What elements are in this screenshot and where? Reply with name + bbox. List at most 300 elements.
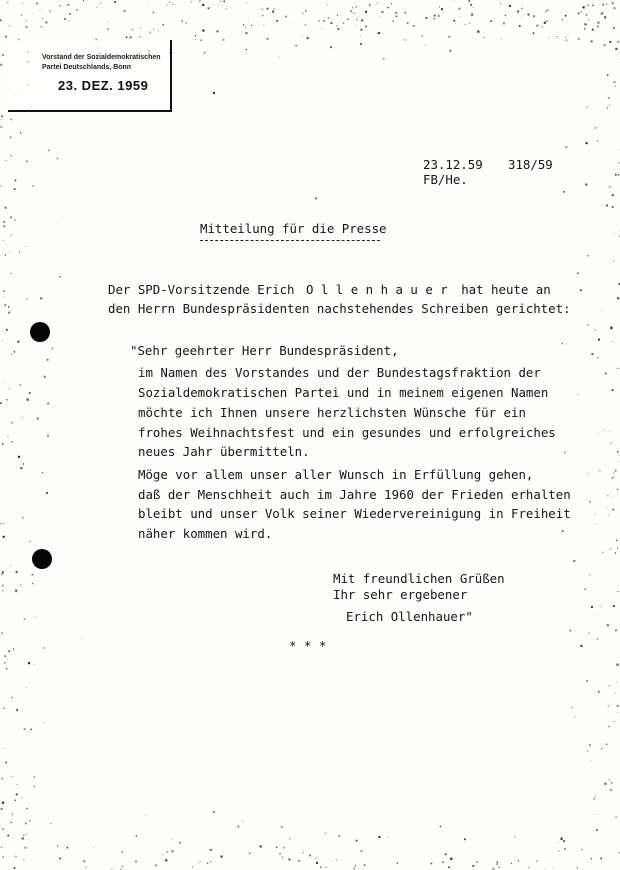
scan-speck: [395, 12, 397, 14]
scan-speck: [202, 29, 204, 31]
scan-speck: [303, 13, 304, 14]
scan-speck: [607, 507, 608, 508]
scan-speck: [388, 7, 389, 8]
page-title: Mitteilung für die Presse: [200, 221, 387, 236]
scan-speck: [195, 39, 196, 40]
scan-speck: [69, 13, 71, 15]
scan-speck: [536, 861, 538, 863]
scan-speck: [434, 18, 435, 19]
intro-suffix: hat heute an: [461, 282, 551, 297]
scan-speck: [490, 21, 492, 23]
scan-speck: [4, 226, 6, 228]
scan-speck: [338, 28, 340, 30]
scan-speck: [580, 645, 582, 647]
scan-speck: [171, 850, 173, 852]
scan-speck: [221, 856, 223, 858]
scan-speck: [2, 443, 3, 444]
scan-speck: [566, 39, 568, 41]
scan-speck: [591, 858, 592, 859]
scan-speck: [3, 290, 5, 292]
scan-speck: [595, 814, 596, 815]
scan-speck: [50, 11, 52, 13]
punch-hole-bottom: [32, 549, 52, 569]
scan-speck: [47, 403, 49, 405]
scan-speck: [383, 58, 385, 60]
scan-speck: [404, 39, 405, 40]
scan-speck: [519, 25, 521, 27]
scan-speck: [185, 22, 187, 24]
scan-speck: [545, 11, 547, 13]
scan-speck: [615, 174, 617, 176]
scan-speck: [21, 14, 23, 16]
scan-speck: [29, 731, 30, 732]
scan-speck: [592, 29, 594, 31]
scan-speck: [541, 26, 542, 27]
scan-speck: [5, 254, 6, 255]
scan-speck: [618, 174, 620, 176]
scan-speck: [615, 816, 617, 818]
scan-speck: [565, 15, 567, 17]
scan-speck: [352, 7, 353, 8]
scan-speck: [591, 353, 593, 355]
scan-speck: [586, 142, 588, 144]
scan-speck: [320, 866, 321, 867]
scan-speck: [57, 846, 58, 847]
scan-speck: [8, 306, 9, 307]
scan-speck: [85, 867, 86, 868]
scan-speck: [426, 17, 428, 19]
scan-speck: [586, 680, 588, 682]
scan-speck: [29, 392, 31, 394]
scan-speck: [617, 41, 619, 43]
scan-speck: [316, 858, 317, 859]
scan-speck: [122, 866, 124, 868]
scan-speck: [544, 22, 546, 24]
scan-speck: [47, 359, 49, 361]
letter-p1-line3: möchte ich Ihnen unsere herzlichsten Wünsche für ein: [138, 405, 526, 420]
scan-speck: [32, 574, 34, 576]
scan-speck: [28, 662, 30, 664]
scan-speck: [396, 16, 397, 17]
scan-speck: [616, 540, 617, 541]
scan-speck: [440, 826, 441, 827]
scan-speck: [615, 470, 617, 472]
scan-speck: [5, 824, 6, 825]
scan-speck: [360, 29, 362, 31]
scan-speck: [609, 186, 610, 187]
title-underline: [200, 240, 380, 241]
scan-speck: [597, 638, 599, 640]
scan-speck: [20, 584, 21, 585]
scan-speck: [458, 16, 459, 17]
scan-speck: [41, 26, 43, 28]
scan-speck: [273, 8, 274, 9]
scan-speck: [46, 492, 48, 494]
scan-speck: [615, 86, 616, 87]
scan-speck: [606, 4, 607, 5]
scan-speck: [517, 11, 519, 13]
scan-speck: [1, 826, 2, 827]
scan-speck: [1, 116, 3, 118]
scan-speck: [593, 798, 595, 800]
scan-speck: [42, 18, 43, 19]
scan-speck: [140, 28, 141, 29]
scan-speck: [14, 867, 16, 869]
scan-speck: [471, 14, 473, 16]
scan-speck: [589, 501, 591, 503]
scan-speck: [15, 590, 17, 592]
scan-speck: [564, 452, 565, 453]
scan-speck: [536, 25, 538, 27]
scan-speck: [323, 20, 325, 22]
scan-speck: [453, 20, 455, 22]
scan-speck: [195, 35, 197, 37]
scan-speck: [11, 697, 12, 698]
scan-speck: [603, 4, 605, 6]
scan-speck: [364, 864, 366, 866]
scan-speck: [26, 26, 28, 28]
scan-speck: [17, 341, 19, 343]
scan-speck: [505, 15, 506, 16]
scan-speck: [322, 28, 323, 29]
scan-speck: [577, 867, 578, 868]
scan-speck: [34, 664, 35, 665]
scan-speck: [509, 5, 511, 7]
scan-speck: [476, 861, 478, 863]
scan-speck: [94, 847, 95, 848]
scan-speck: [587, 107, 588, 108]
scan-speck: [245, 32, 247, 34]
scan-speck: [11, 422, 13, 424]
scan-speck: [11, 441, 12, 442]
scan-speck: [299, 861, 300, 862]
scan-speck: [213, 5, 214, 6]
scan-speck: [179, 842, 180, 843]
scan-speck: [356, 6, 358, 8]
scan-speck: [58, 222, 59, 223]
scan-speck: [613, 261, 614, 262]
scan-speck: [0, 402, 2, 404]
scan-speck: [600, 858, 602, 860]
scan-speck: [5, 762, 7, 764]
scan-speck: [213, 811, 215, 813]
scan-speck: [27, 399, 29, 401]
scan-speck: [439, 6, 440, 7]
scan-speck: [472, 865, 474, 867]
scan-speck: [563, 840, 565, 842]
scan-speck: [25, 822, 27, 824]
scan-speck: [4, 297, 5, 298]
scan-speck: [584, 588, 586, 590]
scan-speck: [564, 848, 566, 850]
scan-speck: [202, 4, 204, 6]
scan-speck: [298, 860, 300, 862]
scan-speck: [614, 721, 615, 722]
scan-speck: [615, 629, 617, 631]
scan-speck: [581, 11, 583, 13]
scan-speck: [608, 705, 609, 706]
header-initials: FB/He.: [423, 172, 468, 187]
scan-speck: [533, 15, 535, 17]
scan-speck: [10, 137, 12, 139]
letter-p1-line5: neues Jahr übermitteln.: [138, 444, 310, 459]
scan-speck: [12, 814, 13, 815]
scan-speck: [11, 252, 12, 253]
scan-speck: [25, 847, 27, 849]
scan-speck: [595, 127, 597, 129]
scan-speck: [59, 858, 61, 860]
intro-line1: [108, 284, 551, 296]
scan-speck: [243, 24, 244, 25]
scan-speck: [24, 619, 25, 620]
scan-speck: [57, 158, 58, 159]
scan-speck: [217, 30, 219, 32]
scan-speck: [226, 8, 227, 9]
letter-p2-line1: Möge vor allem unser aller Wunsch in Erfüllung gehen,: [138, 467, 534, 482]
intro-line2: den Herrn Bundespräsidenten nachstehendes Schreiben gerichtet:: [108, 301, 571, 316]
scan-speck: [601, 748, 603, 750]
scan-speck: [100, 3, 101, 4]
scan-speck: [612, 187, 613, 188]
scan-speck: [610, 328, 612, 330]
scan-speck: [583, 6, 585, 8]
scan-speck: [448, 36, 450, 38]
letter-p2-line3: bleibt und unser Volk seiner Wiedervereinigung in Freiheit: [138, 506, 571, 521]
scan-speck: [4, 221, 6, 223]
scan-speck: [612, 389, 614, 391]
scan-speck: [45, 22, 47, 24]
scan-speck: [204, 52, 206, 54]
scan-speck: [8, 312, 10, 314]
scan-speck: [276, 20, 278, 22]
scan-speck: [603, 12, 604, 13]
scan-speck: [560, 838, 562, 840]
scan-speck: [267, 38, 268, 39]
scan-speck: [303, 850, 304, 851]
scan-speck: [305, 10, 307, 12]
scan-speck: [613, 605, 615, 607]
scan-speck: [469, 0, 471, 2]
scan-speck: [558, 851, 559, 852]
scan-speck: [593, 5, 594, 6]
scan-speck: [604, 16, 606, 18]
scan-speck: [285, 16, 287, 18]
scan-speck: [578, 38, 580, 40]
scan-speck: [17, 784, 18, 785]
scan-speck: [1, 573, 3, 575]
scan-speck: [604, 430, 605, 431]
scan-speck: [3, 708, 4, 709]
scan-speck: [0, 20, 2, 22]
scan-speck: [448, 867, 450, 869]
scan-speck: [172, 4, 173, 5]
scan-speck: [617, 297, 619, 299]
scan-speck: [26, 833, 27, 834]
scan-speck: [167, 5, 168, 6]
scan-speck: [588, 473, 589, 474]
scan-speck: [5, 207, 7, 209]
scan-speck: [0, 126, 2, 128]
scan-speck: [19, 384, 21, 386]
scan-speck: [32, 583, 33, 584]
scan-speck: [580, 289, 582, 291]
scan-speck: [289, 859, 291, 861]
scan-speck: [617, 591, 618, 592]
scan-speck: [21, 586, 22, 587]
scan-speck: [210, 849, 212, 851]
scan-speck: [598, 339, 600, 341]
scan-speck: [473, 7, 474, 8]
scan-speck: [279, 853, 281, 855]
scan-speck: [562, 19, 563, 20]
scan-speck: [222, 39, 224, 41]
scan-speck: [172, 839, 173, 840]
scan-speck: [613, 27, 615, 29]
scan-speck: [377, 33, 378, 34]
scan-speck: [289, 838, 290, 839]
scan-speck: [22, 837, 24, 839]
scan-speck: [237, 826, 239, 828]
scan-speck: [263, 15, 264, 16]
scan-speck: [147, 3, 148, 4]
scan-speck: [588, 255, 589, 256]
scan-speck: [588, 632, 590, 634]
scan-speck: [8, 650, 10, 652]
scan-speck: [337, 15, 338, 16]
scan-speck: [595, 329, 596, 330]
scan-speck: [28, 803, 29, 804]
scan-speck: [169, 2, 170, 3]
scan-speck: [336, 26, 337, 27]
scan-speck: [24, 728, 26, 730]
scan-speck: [223, 852, 224, 853]
scan-speck: [570, 630, 572, 632]
scan-speck: [132, 29, 133, 30]
scan-speck: [358, 16, 359, 17]
scan-speck: [438, 15, 440, 17]
scan-speck: [261, 16, 262, 17]
scan-speck: [589, 744, 591, 746]
scan-speck: [545, 22, 546, 23]
scan-speck: [596, 524, 597, 525]
scan-speck: [616, 682, 617, 683]
scan-speck: [455, 23, 456, 24]
stamp-date: 23. DEZ. 1959: [58, 78, 149, 93]
scan-speck: [588, 324, 589, 325]
signature: Erich Ollenhauer": [346, 609, 473, 624]
scan-speck: [64, 18, 66, 20]
scan-speck: [1, 632, 3, 634]
scan-speck: [68, 21, 69, 22]
punch-hole-top: [30, 322, 50, 342]
scan-speck: [290, 24, 291, 25]
scan-speck: [577, 394, 578, 395]
scan-speck: [283, 847, 285, 849]
scan-speck: [617, 548, 618, 549]
scan-speck: [11, 822, 12, 823]
scan-speck: [7, 835, 9, 837]
scan-speck: [6, 399, 7, 400]
scan-speck: [13, 649, 14, 650]
scan-speck: [153, 12, 155, 14]
scan-speck: [2, 802, 4, 804]
scan-speck: [59, 5, 60, 6]
scan-speck: [307, 37, 309, 39]
closing-line2: Ihr sehr ergebener: [333, 587, 468, 602]
scan-speck: [14, 351, 15, 352]
scan-speck: [615, 693, 616, 694]
scan-speck: [11, 155, 12, 156]
scan-speck: [279, 56, 280, 57]
scan-speck: [613, 234, 614, 235]
scan-speck: [365, 26, 367, 28]
scan-speck: [210, 7, 211, 8]
scan-speck: [1, 808, 3, 810]
letter-p1-line1: im Namen des Vorstandes und der Bundestagsfraktion der: [138, 365, 541, 380]
scan-speck: [596, 829, 598, 831]
scan-speck: [43, 648, 44, 649]
scan-speck: [597, 22, 599, 24]
scan-speck: [577, 273, 579, 275]
scan-speck: [511, 863, 512, 864]
scan-speck: [260, 846, 262, 848]
scan-speck: [36, 3, 38, 5]
scan-speck: [2, 54, 4, 56]
scan-speck: [246, 49, 247, 50]
scan-speck: [281, 826, 283, 828]
scan-speck: [585, 184, 587, 186]
scan-speck: [213, 92, 215, 94]
scan-speck: [612, 206, 614, 208]
scan-speck: [182, 20, 183, 21]
scan-speck: [548, 37, 549, 38]
scan-speck: [139, 36, 140, 37]
scan-speck: [0, 64, 2, 66]
scan-speck: [130, 37, 132, 39]
scan-speck: [442, 862, 444, 864]
scan-speck: [546, 21, 547, 22]
scan-speck: [587, 750, 588, 751]
scan-speck: [107, 28, 109, 30]
scan-speck: [450, 858, 452, 860]
scan-speck: [282, 857, 283, 858]
scan-speck: [591, 41, 593, 43]
scan-speck: [380, 17, 381, 18]
scan-speck: [162, 24, 164, 26]
scan-speck: [597, 25, 599, 27]
scan-speck: [3, 856, 4, 857]
scan-speck: [361, 850, 363, 852]
scan-speck: [326, 867, 327, 868]
scan-speck: [26, 161, 27, 162]
scan-speck: [496, 863, 498, 865]
scan-speck: [376, 4, 377, 5]
scan-speck: [26, 20, 27, 21]
scan-speck: [601, 13, 603, 15]
scan-speck: [224, 1, 226, 2]
scan-speck: [595, 796, 596, 797]
scan-speck: [608, 97, 610, 99]
scan-speck: [578, 13, 580, 15]
scan-speck: [210, 861, 211, 862]
scan-speck: [2, 828, 4, 830]
scan-speck: [431, 863, 433, 865]
letter-salutation: "Sehr geehrter Herr Bundespräsident,: [130, 343, 399, 358]
scan-speck: [464, 838, 466, 840]
scan-speck: [11, 119, 13, 121]
scan-speck: [607, 495, 608, 496]
scan-speck: [114, 1, 116, 3]
